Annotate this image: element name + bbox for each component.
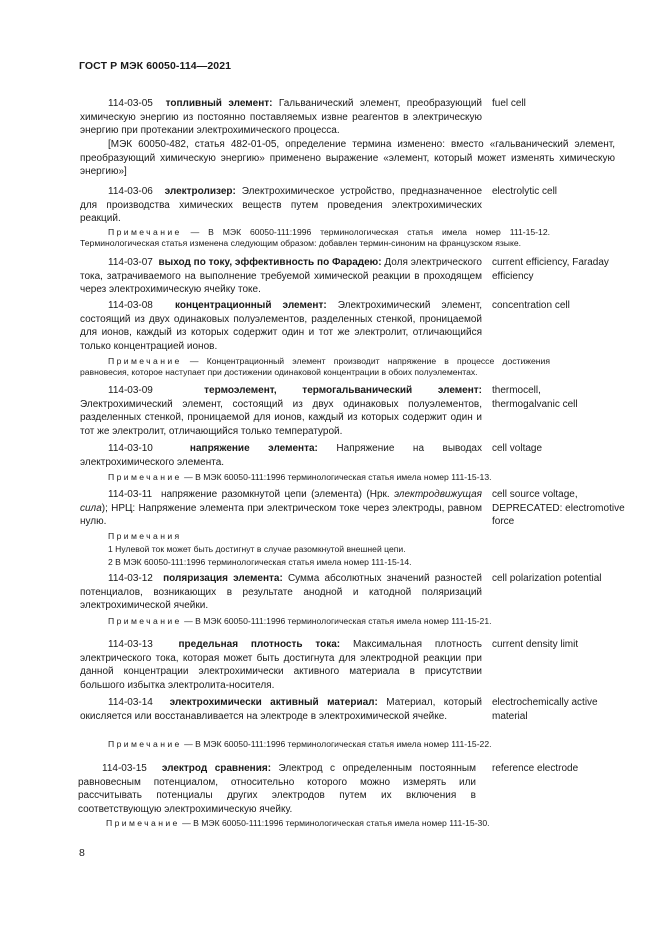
entry-114-03-09 bbox=[80, 384, 482, 438]
entry-number: 114-03-08 bbox=[108, 300, 153, 311]
note-114-03-15 bbox=[78, 818, 548, 829]
note-114-03-06 bbox=[80, 227, 550, 249]
notes-label: Примечания bbox=[108, 531, 182, 541]
note-text: — В МЭК 60050-111:1996 терминологическая статья имела номер 111-15-30. bbox=[179, 818, 490, 828]
entry-number: 114-03-14 bbox=[108, 697, 153, 708]
entry-term: поляризация элемента: bbox=[163, 573, 283, 584]
entry-number: 114-03-07 bbox=[108, 257, 153, 268]
note-114-03-12 bbox=[80, 616, 550, 627]
note-text: — В МЭК 60050-111:1996 терминологическая статья имела номер 111-15-21. bbox=[181, 616, 492, 626]
page-number: 8 bbox=[79, 847, 85, 859]
note-114-03-14 bbox=[80, 739, 550, 750]
entry-114-03-13 bbox=[80, 638, 482, 692]
entry-number: 114-03-06 bbox=[108, 186, 153, 197]
note-label: Примечание bbox=[108, 227, 182, 237]
entry-term: концентрационный элемент: bbox=[174, 300, 327, 311]
entry-definition: Доля электрического тока, затрачиваемого на выполнение требуемой химической реакции в проходящем через электрохимическую ячейку токе. bbox=[80, 257, 482, 295]
entry-term: топливный элемент: bbox=[165, 98, 273, 109]
document-header: ГОСТ Р МЭК 60050-114—2021 bbox=[79, 60, 232, 72]
note-114-03-10 bbox=[80, 472, 550, 483]
entry-114-03-05 bbox=[80, 97, 482, 138]
entry-term: электрохимически активный материал: bbox=[169, 697, 378, 708]
entry-english-term: electrolytic cell bbox=[492, 186, 558, 197]
entry-114-03-07 bbox=[80, 256, 482, 297]
bracket-note: [МЭК 60050-482, статья 482-01-05, определение термина изменено: вместо «гальванический элемент, преобразующий химическую энергию» применено выражение «элемент, который может изменять химическую энергию»] bbox=[80, 139, 615, 177]
entry-term: электрод сравнения: bbox=[161, 763, 272, 774]
entry-definition: Сумма абсолютных значений разностей потенциалов, возникающих в результате анодной и катодной поляризаций электрохимической ячейки. bbox=[80, 573, 482, 611]
note-label: Примечание bbox=[108, 472, 182, 482]
entry-term: напряжение элемента: bbox=[189, 443, 318, 454]
note-114-03-08 bbox=[80, 356, 550, 378]
entry-english-term: reference electrode bbox=[492, 763, 579, 774]
entry-114-03-14 bbox=[80, 696, 482, 723]
note-item-1: 1 Нулевой ток может быть достигнут в случае разомкнутой внешней цепи. bbox=[108, 544, 406, 554]
entry-number: 114-03-12 bbox=[108, 573, 153, 584]
entry-term: выход по току, эффективность по Фарадею: bbox=[158, 257, 382, 268]
entry-definition: Напряжение на выводах электрохимического элемента. bbox=[80, 443, 482, 468]
entry-term: напряжение разомкнутой цепи (элемента) (Нрк. bbox=[160, 489, 390, 500]
entry-english-term: electrochemically active material bbox=[492, 697, 598, 722]
entry-deprecated-term: электродвижущая сила bbox=[80, 489, 483, 514]
note-label: Примечание bbox=[108, 356, 182, 366]
entry-definition: Гальванический элемент, преобразующий химическую энергию из постоянно поставляемых извне реагентов в электрическую энергию при протекании электрохимического процесса. bbox=[80, 98, 483, 136]
note-text: — Концентрационный элемент производит напряжение в процессе достижения равновесия, которое наступает при достижении одинаковой концентрации в обоих полуэлементах. bbox=[80, 356, 550, 377]
entry-english-term: cell voltage bbox=[492, 443, 543, 454]
note-label: Примечание bbox=[108, 739, 182, 749]
entry-definition: Электрохимическое устройство, предназначенное для производства химических веществ путем проведения электрохимических реакций. bbox=[80, 186, 483, 224]
note-item-2: 2 В МЭК 60050-111:1996 терминологическая статья имела номер 111-15-14. bbox=[108, 557, 412, 567]
entry-english-term: cell polarization potential bbox=[492, 573, 602, 584]
entry-number: 114-03-10 bbox=[108, 443, 153, 454]
entry-definition: Электрохимический элемент, состоящий из двух одинаковых полуэлементов, разделенных стенкой, проницаемой для ионов, каждый из которых содержит один и тот же электролит, отличающийся только концентрацией ионов. bbox=[80, 300, 482, 352]
entry-114-03-10 bbox=[80, 442, 482, 469]
entry-114-03-08 bbox=[80, 299, 482, 353]
entry-number: 114-03-13 bbox=[108, 639, 153, 650]
entry-english-term: current density limit bbox=[492, 639, 579, 650]
entry-114-03-12 bbox=[80, 572, 482, 613]
entry-number: 114-03-15 bbox=[102, 763, 147, 774]
note-text: — В МЭК 60050-111:1996 терминологическая статья имела номер 111-15-12. Терминологическая статья изменена следующим образом: добавлен термин-синоним на французском языке. bbox=[80, 227, 550, 248]
entry-definition: Электрод с определенным постоянным равновесным потенциалом, относительно которого можно измерять или рассчитывать потенциалы других электродов путем их включения в соответствующую электрохимическую ячейку. bbox=[78, 763, 476, 815]
entry-english-term: current efficiency, Faraday efficiency bbox=[492, 257, 609, 282]
entry-english-term: cell source voltage, DEPRECATED: electromotive force bbox=[492, 489, 625, 527]
note-text: — В МЭК 60050-111:1996 терминологическая статья имела номер 111-15-13. bbox=[181, 472, 492, 482]
entry-114-03-06 bbox=[80, 185, 482, 226]
entry-114-03-11 bbox=[80, 488, 482, 529]
entry-definition: Максимальная плотность электрического тока, которая может быть достигнута для электродной реакции при данной концентрации электрохимически активного материала в присутствии большого избытка электролита-носителя. bbox=[80, 639, 483, 691]
entry-english-term: concentration cell bbox=[492, 300, 570, 311]
note-label: Примечание bbox=[108, 616, 182, 626]
entry-114-03-15 bbox=[78, 762, 476, 816]
entry-term: предельная плотность тока: bbox=[178, 639, 341, 650]
note-label: Примечание bbox=[106, 818, 180, 828]
entry-term: термоэлемент, термогальванический элемент: bbox=[204, 385, 482, 396]
entry-english-term: fuel cell bbox=[492, 98, 526, 109]
entry-term: электролизер: bbox=[164, 186, 236, 197]
note-text: — В МЭК 60050-111:1996 терминологическая статья имела номер 111-15-22. bbox=[181, 739, 492, 749]
notes-114-03-11 bbox=[108, 531, 488, 568]
entry-number: 114-03-11 bbox=[108, 489, 153, 500]
entry-definition: Материал, который окисляется или восстанавливается на электроде в электрохимической ячейке. bbox=[80, 697, 482, 722]
entry-english-term: thermocell, thermogalvanic cell bbox=[492, 385, 578, 410]
entry-number: 114-03-09 bbox=[108, 385, 153, 396]
entry-definition: Электрохимический элемент, состоящий из двух одинаковых полуэлементов, разделенных стенкой, проницаемой для ионов, каждый из которых содержит один и тот же электролит, отличающийся только температурой. bbox=[80, 398, 482, 437]
entry-definition: ); НРЦ: Напряжение элемента при электрическом токе через электроды, равном нулю. bbox=[80, 502, 482, 527]
entry-number: 114-03-05 bbox=[108, 98, 153, 109]
